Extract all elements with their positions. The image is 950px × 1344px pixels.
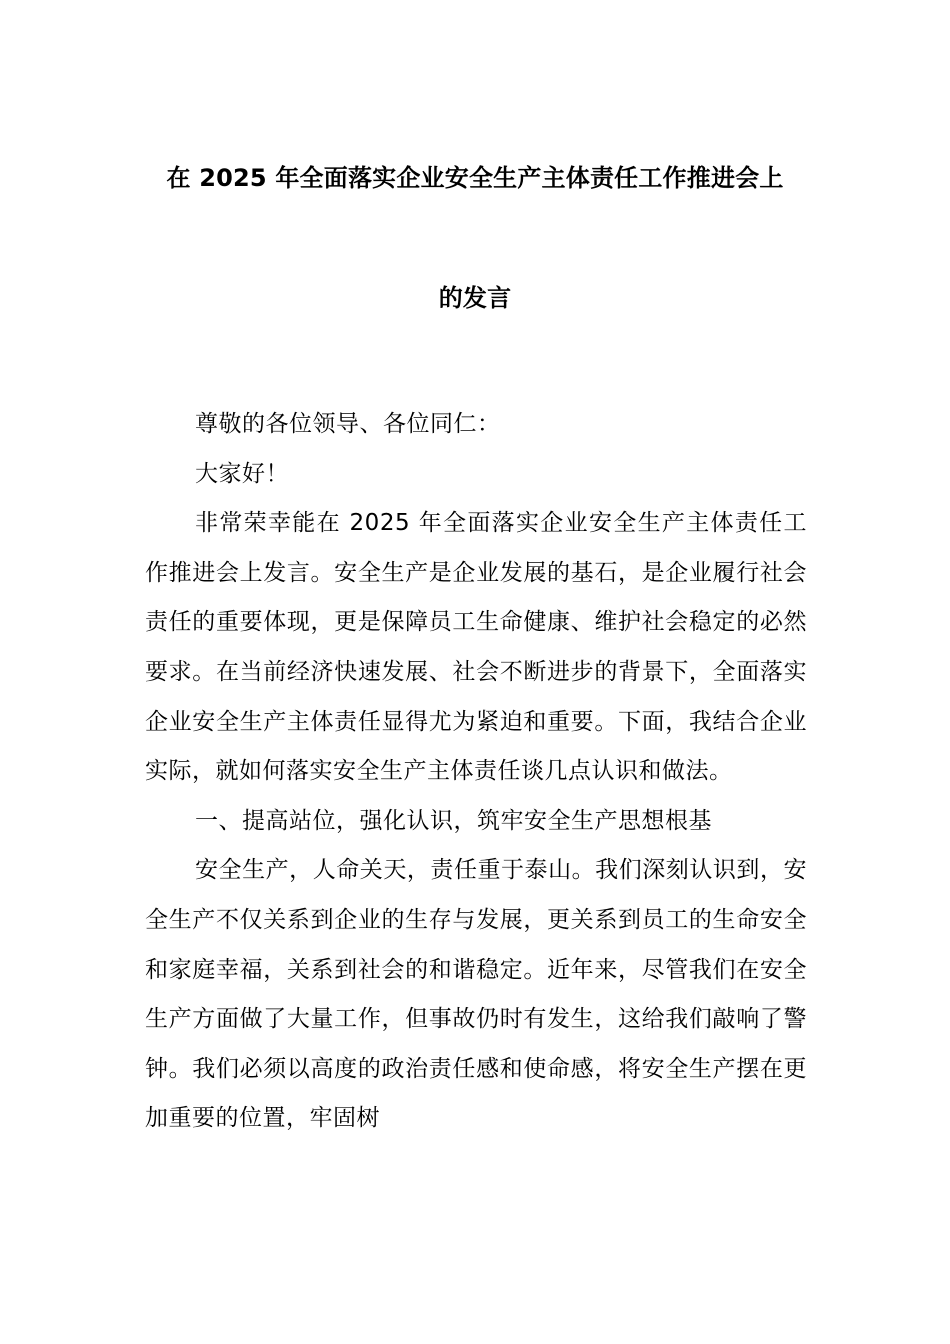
document-body	[145, 400, 807, 1144]
body-paragraph: 非常荣幸能在 2025 年全面落实企业安全生产主体责任工作推进会上发言。安全生产是企业发展的基石，是企业履行社会责任的重要体现，更是保障员工生命健康、维护社会稳定的必然要求。在当前经济快速发展、社会不断进步的背景下，全面落实企业安全生产主体责任显得尤为紧迫和重要。下面，我结合企业实际，就如何落实安全生产主体责任谈几点认识和做法。	[145, 510, 807, 785]
body-paragraph: 安全生产，人命关天，责任重于泰山。我们深刻认识到，安全生产不仅关系到企业的生存与发展，更关系到员工的生命安全和家庭幸福，关系到社会的和谐稳定。近年来，尽管我们在安全生产方面做了大量工作，但事故仍时有发生，这给我们敲响了警钟。我们必须以高度的政治责任感和使命感，将安全生产摆在更加重要的位置，牢固树	[145, 857, 807, 1132]
greeting: 大家好！	[195, 460, 289, 487]
document-title-line-1: 在 2025 年全面落实企业安全生产主体责任工作推进会上	[166, 164, 784, 192]
salutation: 尊敬的各位领导、各位同仁：	[195, 411, 501, 437]
document-title-line-2: 的发言	[438, 284, 512, 312]
section-heading: 一、提高站位，强化认识，筑牢安全生产思想根基	[195, 807, 712, 834]
